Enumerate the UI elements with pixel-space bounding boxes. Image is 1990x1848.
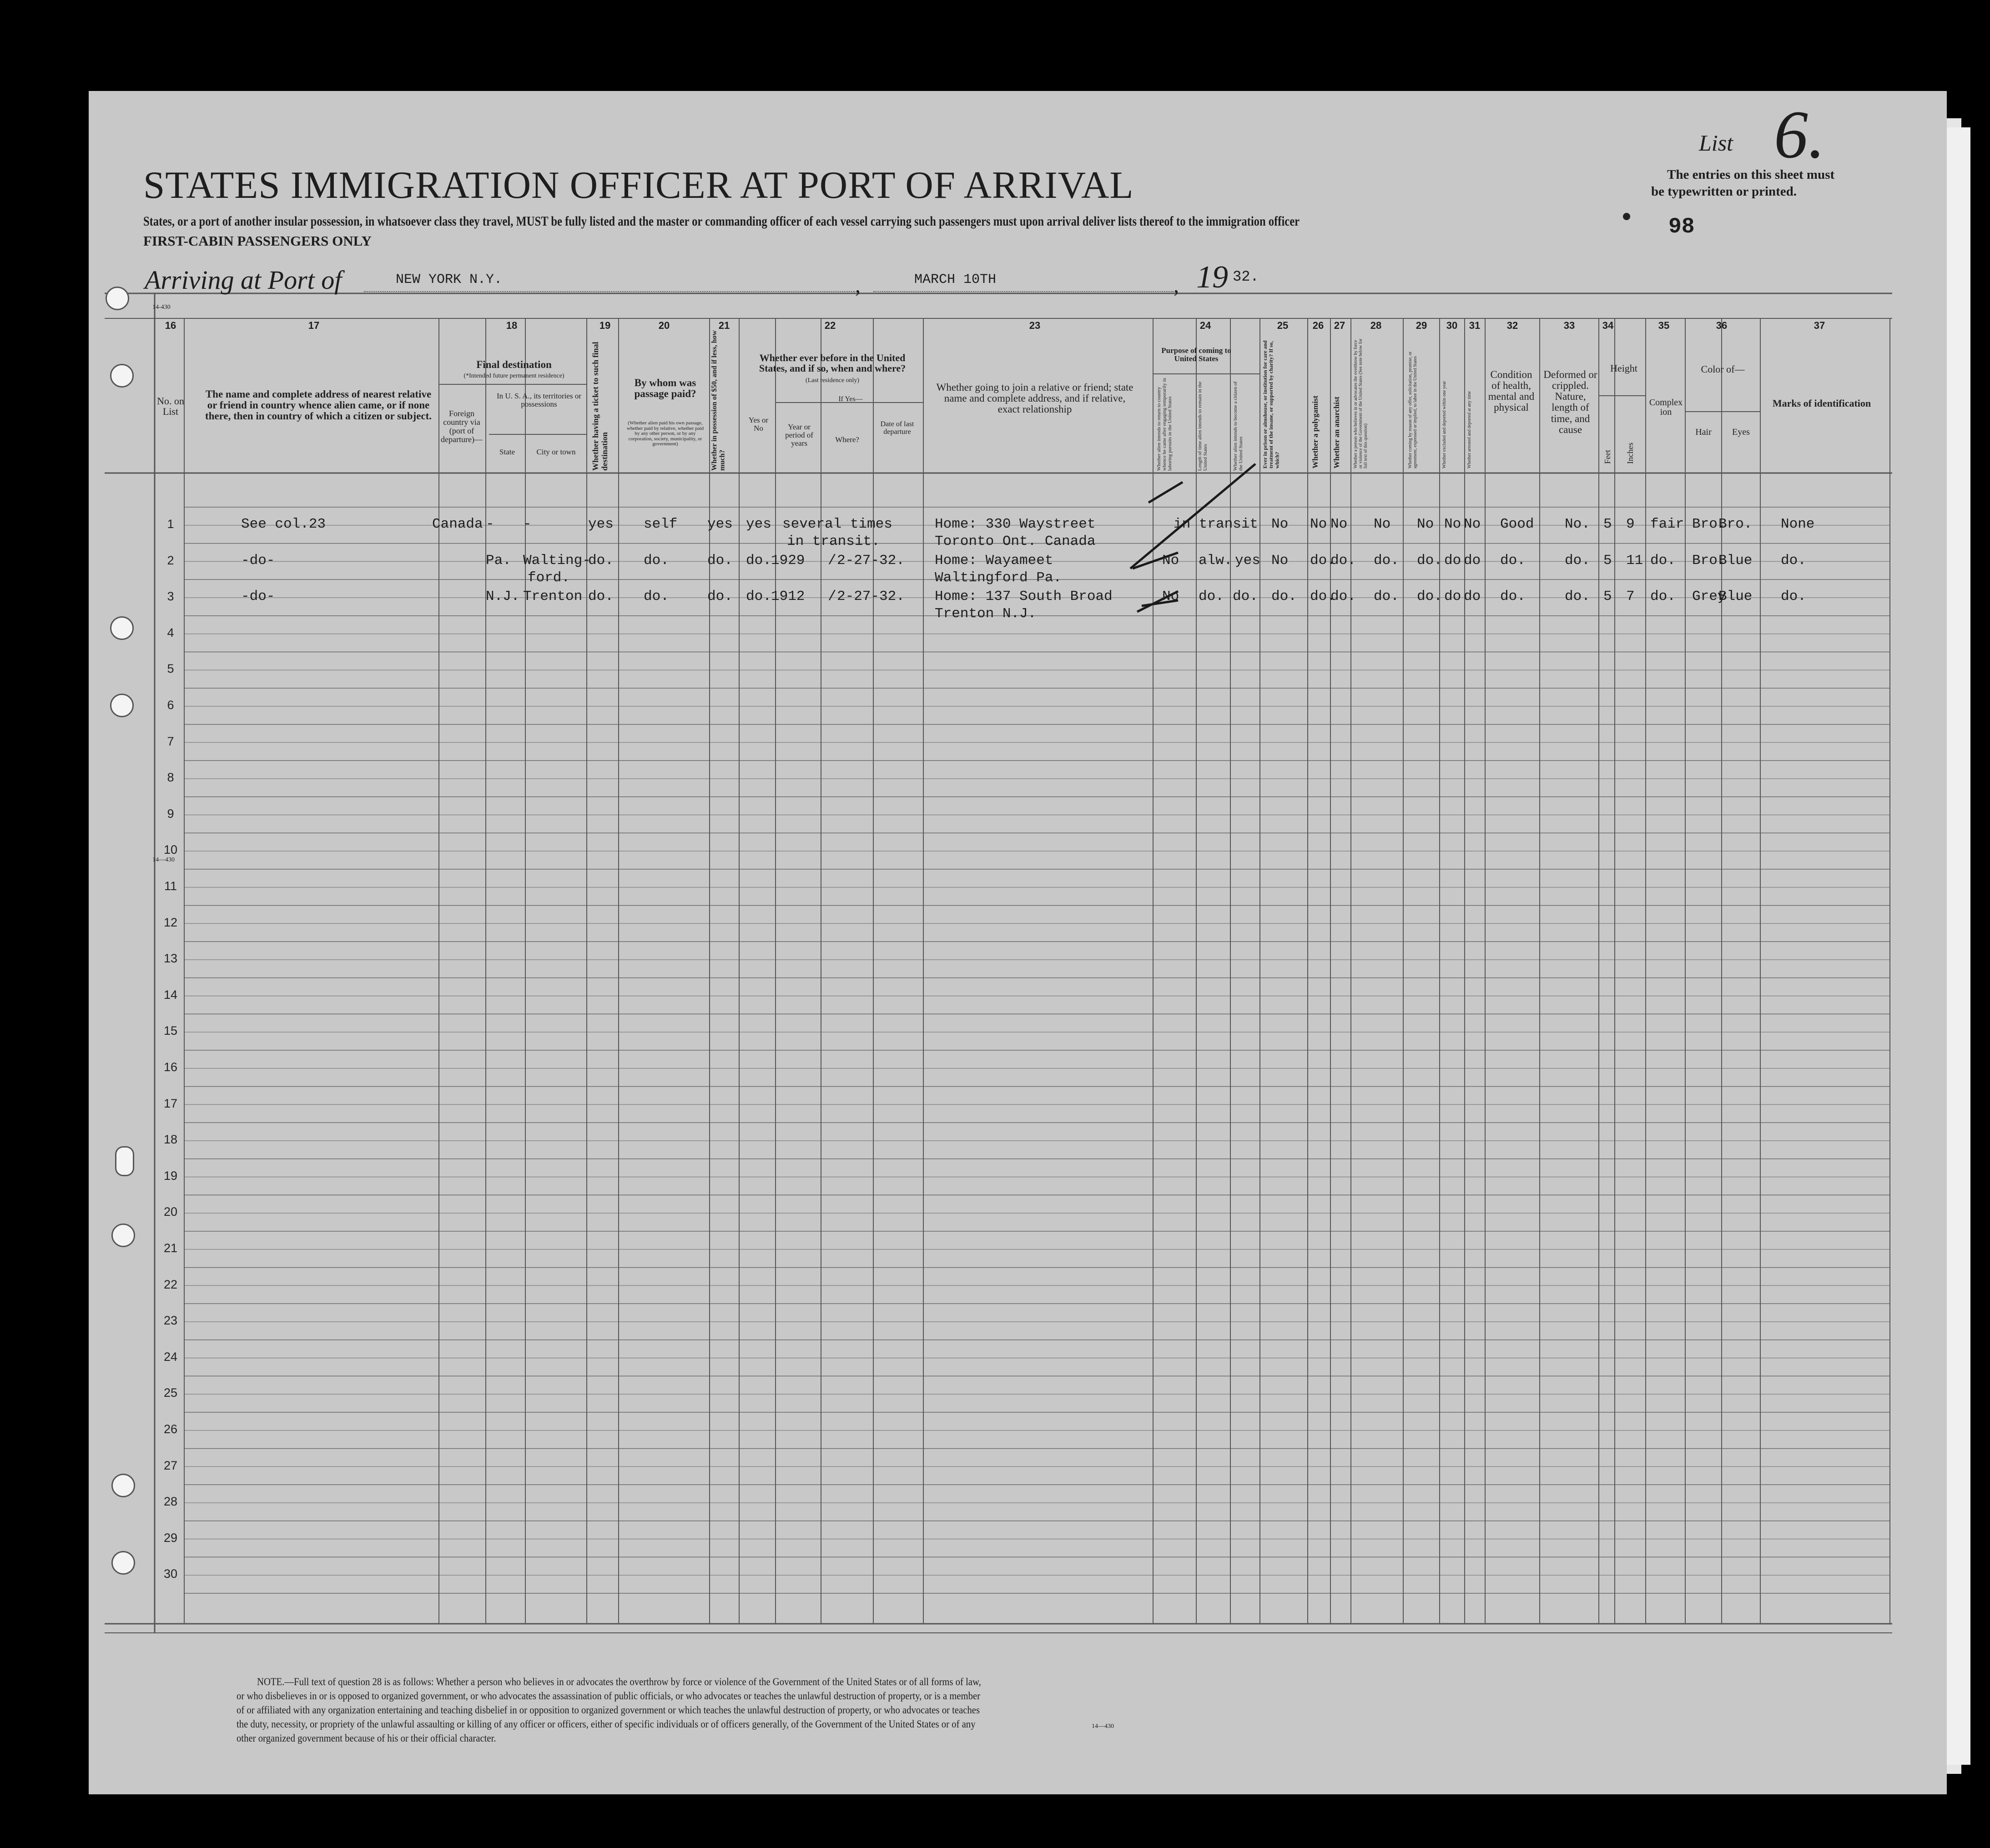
- column-number: 29: [1416, 320, 1427, 331]
- sheet-number: 98: [1668, 215, 1695, 239]
- comma: ,: [855, 273, 861, 297]
- header-final-destination: Final destination: [476, 359, 552, 370]
- header-state: State: [499, 448, 515, 456]
- row-number: 6: [167, 698, 174, 712]
- column-number: 19: [599, 320, 611, 331]
- entry-inches: 7: [1626, 589, 1635, 605]
- row-number: 5: [167, 662, 174, 676]
- entry-ticket: yes: [588, 516, 614, 532]
- entry-paid: do.: [644, 589, 669, 605]
- row-number: 9: [167, 806, 174, 821]
- header-fifty-dollars: Whether in possession of $50, and if less, how much?: [710, 330, 726, 471]
- entry-before: yes: [746, 516, 771, 532]
- entry-city2: ford.: [528, 569, 570, 586]
- column-number: 32: [1506, 320, 1518, 331]
- header-complexion: Complexion: [1649, 398, 1683, 417]
- entry-before: do.: [746, 589, 771, 605]
- date-value: MARCH 10TH: [914, 272, 997, 287]
- header-eyes: Eyes: [1732, 427, 1750, 437]
- header-polygamist: Whether a polygamist: [1311, 395, 1320, 468]
- header-color-of: Color of—: [1701, 363, 1745, 375]
- entry-join2: Trenton N.J.: [935, 606, 1037, 622]
- entry-join: Home: 137 South Broad: [935, 589, 1113, 605]
- entry-feet: 5: [1603, 552, 1612, 569]
- entry-p24c: do.: [1233, 589, 1258, 605]
- header-marks: Marks of identification: [1772, 398, 1871, 409]
- entry-paid: do.: [644, 552, 669, 569]
- entry-join: Home: Wayameet: [935, 552, 1053, 569]
- entry-hair: Bro.: [1692, 552, 1726, 569]
- entry-c30: do: [1444, 589, 1461, 605]
- entry-state: N.J.: [486, 589, 520, 605]
- column-number: 34: [1602, 320, 1614, 331]
- note-line: NOTE.—Full text of question 28 is as follows: Whether a person who believes in or advocates the overthrow by force or violence of the Government of the United States or of all forms of law,: [257, 1676, 981, 1687]
- column-number: 17: [308, 320, 320, 331]
- entry-city: Walting-: [523, 552, 591, 569]
- row-number: 28: [163, 1495, 178, 1509]
- entry-complexion: fair: [1650, 516, 1684, 532]
- typewriter-note: The entries on this sheet must: [1667, 167, 1835, 182]
- punch-hole: [110, 364, 134, 388]
- note-line: other organized government because of his or their official character.: [237, 1732, 496, 1744]
- arriving-label: Arriving at Port of: [145, 265, 342, 295]
- row-number: 12: [163, 915, 178, 929]
- row-number: 27: [163, 1458, 178, 1472]
- entry-years: 1929: [771, 552, 805, 569]
- entry-eyes: Blue: [1718, 589, 1753, 605]
- entry-c29: do.: [1417, 589, 1442, 605]
- port-value: NEW YORK N.Y.: [396, 272, 503, 287]
- header-relative: The name and complete address of nearest relative or friend in country whence alien came, or if none there, then in country of which a citizen or subject.: [205, 388, 432, 422]
- entry-c31: do: [1464, 552, 1481, 569]
- entry-join2: Toronto Ont. Canada: [935, 534, 1096, 549]
- entry-c25: No: [1271, 552, 1289, 569]
- entry-join: Home: 330 Waystreet: [935, 516, 1096, 532]
- form-code-mid: 14—430: [152, 856, 175, 863]
- note-line: of or affiliated with any organization entertaining and teaching disbelief in or opposition to organized government or which teaches the unlawful destruction of property, or who advocates or teaches: [237, 1704, 980, 1716]
- header-final-destination-sub: (*Intended future permanent residence): [463, 373, 564, 379]
- entry-marks: do.: [1781, 589, 1806, 605]
- header-in-usa: In U. S. A., its territories or possessions: [496, 392, 582, 408]
- header-date-last-departure: Date of last departure: [880, 420, 914, 436]
- row-number: 2: [167, 553, 174, 567]
- header-no-on-list: No. on List: [157, 395, 184, 418]
- entry-slash: /: [828, 589, 836, 605]
- row-number: 30: [163, 1567, 178, 1581]
- list-label: List: [1699, 130, 1733, 156]
- punch-hole: [111, 1551, 135, 1575]
- entry-c30: No: [1444, 516, 1461, 532]
- comma: ,: [1174, 273, 1179, 297]
- entry-ticket: do.: [588, 589, 614, 605]
- row-number: 19: [163, 1168, 178, 1183]
- note-code: 14—430: [1092, 1723, 1114, 1730]
- column-number: 26: [1312, 320, 1324, 331]
- header-purpose: Purpose of coming to United States: [1161, 346, 1231, 363]
- entry-feet: 5: [1603, 589, 1612, 605]
- entry-c28: do.: [1374, 589, 1399, 605]
- column-number: 20: [658, 320, 670, 331]
- header-feet: Feet: [1603, 450, 1612, 464]
- entry-fifty: yes: [707, 516, 733, 532]
- entry-c27: No: [1330, 516, 1348, 532]
- entry-marks: None: [1781, 516, 1815, 532]
- column-number: 22: [824, 320, 836, 331]
- entry-years2: in transit.: [787, 534, 880, 549]
- entry-p24a: No: [1162, 589, 1179, 605]
- header-arrested: Whether arrested and deported at any time: [1467, 391, 1472, 468]
- row-number: 17: [163, 1096, 178, 1110]
- sheet-dot: [1623, 213, 1630, 220]
- header-inches: Inches: [1626, 443, 1635, 464]
- column-number: 28: [1370, 320, 1382, 331]
- entry-c30: do: [1444, 552, 1461, 569]
- punch-hole: [106, 287, 129, 310]
- entry-health: do.: [1500, 552, 1526, 569]
- port-dotline: [364, 291, 855, 292]
- entry-slash: /: [828, 552, 836, 569]
- column-number: 27: [1334, 320, 1345, 331]
- header-passage-paid-sub: (Whether alien paid his own passage, whether paid by relative, whether paid by any other person, or by any corporation, society, municipality, or government): [626, 420, 704, 447]
- punch-hole: [111, 1474, 135, 1497]
- note-line: the duty, necessity, or propriety of the unlawful assaulting or killing of any officer or officers, either of specific individuals or of officers generally, of the Government of the United States or of any: [237, 1718, 976, 1730]
- column-number: 35: [1658, 320, 1670, 331]
- header-prison: Ever in prison or almshouse, or institution for care and treatment of the insane, or supported by charity? If so, which?: [1262, 340, 1280, 468]
- row-number: 26: [163, 1422, 178, 1436]
- entry-relative: -do-: [241, 589, 275, 605]
- entry-state: Pa.: [486, 552, 511, 569]
- column-number: 30: [1446, 320, 1458, 331]
- entry-feet: 5: [1603, 516, 1612, 532]
- punch-hole: [110, 616, 134, 640]
- entry-health: do.: [1500, 589, 1526, 605]
- entry-p24b: alw.: [1199, 552, 1233, 569]
- entry-relative: See col.23: [241, 516, 326, 532]
- row-number: 13: [163, 952, 178, 966]
- row-number: 22: [163, 1277, 178, 1291]
- row-number: 20: [163, 1205, 178, 1219]
- typewriter-note: be typewritten or printed.: [1651, 184, 1797, 199]
- row-number: 18: [163, 1133, 178, 1147]
- entry-complexion: do.: [1650, 589, 1676, 605]
- column-number: 24: [1199, 320, 1211, 331]
- entry-c26: No: [1310, 516, 1327, 532]
- header-excluded: Whether excluded and deported within one year: [1442, 381, 1447, 468]
- entry-c25: No: [1271, 516, 1289, 532]
- entry-date: 2-27-32.: [837, 552, 905, 569]
- header-deformed: Deformed or crippled. Nature, length of time, and cause: [1543, 369, 1597, 435]
- column-number: 37: [1814, 320, 1825, 331]
- entry-ticket: do.: [588, 552, 614, 569]
- header-last-residence: (Last residence only): [805, 377, 860, 384]
- header-health: Condition of health, mental and physical: [1488, 369, 1535, 413]
- note-line: or who disbelieves in or is opposed to organized government, or who advocates the assassination of public officials, or who advocates or teaches the unlawful destruction of property, or is a member: [237, 1690, 981, 1702]
- row-number: 21: [163, 1241, 178, 1255]
- entry-fifty: do.: [707, 589, 733, 605]
- entry-c26: do.: [1310, 552, 1335, 569]
- form-code: 14-430: [152, 304, 171, 311]
- header-ticket: Whether having a ticket to such final destination: [591, 342, 609, 471]
- punch-hole: [111, 1224, 135, 1247]
- header-overthrow: Whether a person who believes in or advocates the overthrow by force or violence of the Government of the United States (See note below for full text of this question): [1353, 338, 1368, 468]
- header-hair: Hair: [1695, 427, 1712, 437]
- column-number: 36: [1716, 320, 1728, 331]
- class-line: FIRST-CABIN PASSENGERS ONLY: [143, 233, 372, 249]
- header-height: Height: [1610, 363, 1637, 374]
- row-number: 11: [164, 879, 177, 893]
- entry-city: Trenton: [523, 589, 583, 605]
- year-prefix: 19: [1196, 260, 1228, 295]
- list-number: 6.: [1774, 97, 1825, 172]
- entry-relative: -do-: [241, 552, 275, 569]
- entry-c29: do.: [1417, 552, 1442, 569]
- entry-join2: Waltingford Pa.: [935, 569, 1062, 586]
- entry-foreign: Canada: [432, 516, 483, 532]
- header-labor-offer: Whether coming by reason of any offer, solicitation, promise, or agreement, expressed or implied, to labor in the United States: [1408, 351, 1418, 468]
- instruction-text: States, or a port of another insular possession, in whatsoever class they travel, MUST be fully listed and the master or commanding officer of each vessel carrying such passengers must upon arrival deliver lists thereof to the immigration officer: [143, 214, 1300, 229]
- column-number: 31: [1469, 320, 1481, 331]
- row-number: 10: [163, 843, 178, 857]
- entry-c25: do.: [1271, 589, 1297, 605]
- header-year-period: Year or period of years: [785, 423, 813, 448]
- punch-slot: [115, 1146, 134, 1176]
- column-number: 25: [1277, 320, 1289, 331]
- entry-inches: 11: [1626, 552, 1643, 569]
- header-city: City or town: [536, 448, 576, 456]
- row-number: 29: [163, 1531, 178, 1545]
- entry-p24b: in transit: [1174, 516, 1259, 532]
- entry-complexion: do.: [1650, 552, 1676, 569]
- entry-deformed: do.: [1565, 552, 1590, 569]
- entry-date: 2-27-32.: [837, 589, 905, 605]
- row-number: 7: [167, 734, 174, 748]
- column-number: 18: [506, 320, 518, 331]
- entry-c27: do.: [1330, 552, 1356, 569]
- row-number: 25: [163, 1386, 178, 1400]
- column-number: 16: [165, 320, 176, 331]
- entry-city: -: [523, 516, 532, 532]
- entry-p24b: do.: [1199, 589, 1224, 605]
- punch-hole: [110, 694, 134, 717]
- column-number: 33: [1563, 320, 1575, 331]
- entry-hair: Grey: [1692, 589, 1726, 605]
- header-if-yes: If Yes—: [838, 395, 863, 403]
- header-foreign-country: Foreign country via (port of departure)—: [441, 409, 483, 444]
- entry-c28: No: [1374, 516, 1391, 532]
- column-number: 21: [718, 320, 730, 331]
- header-anarchist: Whether an anarchist: [1332, 396, 1341, 468]
- header-join-relative: Whether going to join a relative or friend; state name and complete address, and if relative, exact relationship: [936, 382, 1134, 415]
- entry-state: -: [486, 516, 494, 532]
- entry-marks: do.: [1781, 552, 1806, 569]
- header-passage-paid: By whom was passage paid?: [634, 377, 696, 400]
- entry-paid: self: [644, 516, 678, 532]
- entry-inches: 9: [1626, 516, 1635, 532]
- year-suffix: 32.: [1233, 268, 1259, 285]
- header-where: Where?: [835, 435, 859, 444]
- entry-before: do.: [746, 552, 771, 569]
- entry-c27: do.: [1330, 589, 1356, 605]
- header-ever-before: Whether ever before in the United States, and if so, when and where?: [759, 352, 906, 374]
- row-number: 1: [167, 517, 174, 531]
- page-title: STATES IMMIGRATION OFFICER AT PORT OF ARRIVAL: [143, 164, 1134, 206]
- entry-years: 1912: [771, 589, 805, 605]
- entry-p24c: yes: [1235, 552, 1260, 569]
- entry-health: Good: [1500, 516, 1534, 532]
- row-number: 24: [163, 1349, 178, 1364]
- row-number: 4: [167, 625, 174, 639]
- entry-hair: Bro.: [1692, 516, 1726, 532]
- row-number: 14: [163, 987, 178, 1002]
- entry-deformed: No.: [1565, 516, 1590, 532]
- entry-fifty: do.: [707, 552, 733, 569]
- entry-eyes: Bro.: [1718, 516, 1753, 532]
- header-purpose-c: Whether alien intends to become a citizen of the United States: [1233, 381, 1244, 471]
- header-purpose-a: Whether alien intends to return to country whence he came after engaging temporarily in laboring pursuits in the United States: [1156, 378, 1173, 471]
- entry-c28: do.: [1374, 552, 1399, 569]
- row-number: 16: [163, 1060, 178, 1074]
- entry-p24a: No: [1162, 552, 1179, 569]
- entry-c29: No: [1417, 516, 1434, 532]
- column-number: 23: [1029, 320, 1041, 331]
- row-number: 15: [163, 1024, 178, 1038]
- header-purpose-b: Length of time alien intends to remain in the United States: [1197, 381, 1209, 471]
- entry-years: several times: [782, 516, 892, 532]
- entry-c31: No: [1464, 516, 1481, 532]
- entry-c31: do: [1464, 589, 1481, 605]
- row-number: 23: [163, 1314, 178, 1328]
- row-number: 8: [167, 770, 174, 785]
- date-dotline: [873, 291, 1174, 292]
- entry-eyes: Blue: [1718, 552, 1753, 569]
- entry-deformed: do.: [1565, 589, 1590, 605]
- header-yes-no: Yes or No: [748, 416, 769, 433]
- entry-c26: do.: [1310, 589, 1335, 605]
- row-number: 3: [167, 589, 174, 604]
